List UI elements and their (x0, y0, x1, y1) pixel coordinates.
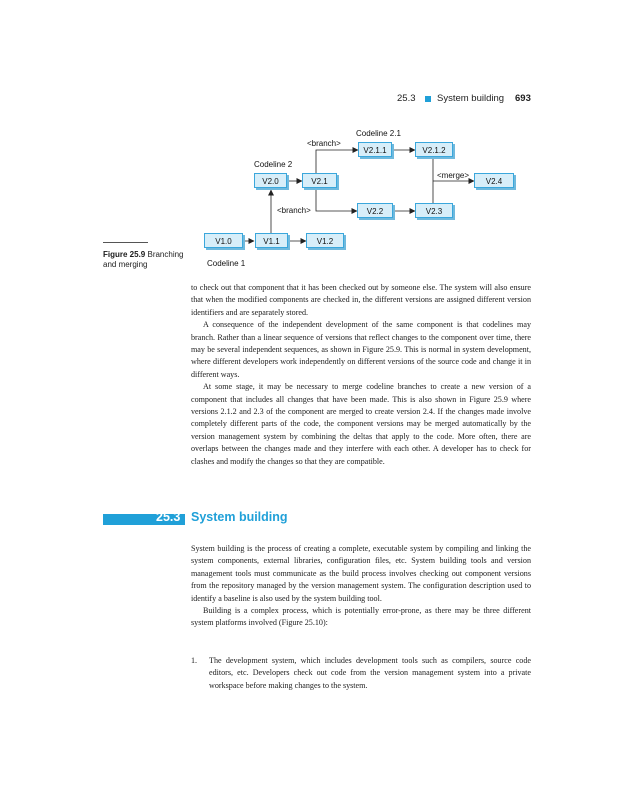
version-box-v1-0: V1.0 (204, 233, 243, 248)
arrow-v2-1-to-v2-2 (316, 189, 357, 211)
version-box-v2-2: V2.2 (357, 203, 393, 218)
caption-number: Figure 25.9 (103, 250, 146, 259)
label-merge: <merge> (437, 171, 470, 180)
header-section-title: System building (437, 93, 505, 104)
caption-rule (103, 242, 148, 243)
paragraph-2: A consequence of the independent development of the same component is that codelines may branch. Rather than a linear sequence of versions that reflect changes to the component over time, there may be several independent sequences, as shown in Figure 25.9. This is normal in system development, where different developers work independently on different versions of the source code and change it in different ways. (191, 320, 531, 379)
list-item-number: 1. (191, 656, 198, 665)
paragraph-3: At some stage, it may be necessary to merge codeline branches to create a new version of a component that includes all changes that have been made. This is also shown in Figure 25.9 where versions 2.1.2 and 2.3 of the component are merged to create version 2.4. If the changes made involve completely different parts of the code, the component versions may be merged automatically by the version management system by combining the deltas that apply to the code. More often, there are overlaps between the changes made and they interfere with each other. A developer has to check for clashes and modify the changes so that they are compatible. (191, 382, 531, 466)
body-text-lower (191, 543, 531, 630)
label-codeline-2: Codeline 2 (254, 160, 293, 169)
paragraph-4: System building is the process of creating a complete, executable system by compiling and linking the system components, external libraries, configuration files, etc. System building tools and version management tools must communicate as the build process involves checking out component versions from the repository managed by the version management system. The configuration description used to identify a baseline is also used by the system building tool. (191, 544, 531, 603)
label-codeline-1: Codeline 1 (207, 259, 246, 268)
version-box-v2-1-1: V2.1.1 (358, 142, 392, 157)
section-number: 25.3 (156, 510, 181, 524)
body-text-upper (191, 282, 531, 468)
caption-text: Branching and merging (103, 250, 184, 269)
arrow-v2-1-to-v2-1-1 (316, 150, 358, 173)
section-title: System building (191, 510, 288, 524)
label-branch-top: <branch> (307, 139, 341, 148)
version-box-v2-4: V2.4 (474, 173, 514, 188)
version-box-v2-3: V2.3 (415, 203, 453, 218)
list-item (191, 655, 531, 692)
paragraph-1: to check out that component that it has been checked out by someone else. The system will also ensure that when the modified components are checked in, the different versions are assigned different version identifiers and are separately stored. (191, 283, 531, 317)
version-box-v2-1: V2.1 (302, 173, 337, 188)
version-box-v2-0: V2.0 (254, 173, 287, 188)
figure-branching-merging (0, 0, 618, 290)
version-box-v1-2: V1.2 (306, 233, 344, 248)
label-codeline-2-1: Codeline 2.1 (356, 129, 401, 138)
figure-caption (103, 250, 198, 270)
numbered-list (191, 655, 531, 692)
version-box-v2-1-2: V2.1.2 (415, 142, 453, 157)
header-section-number: 25.3 (397, 93, 416, 104)
list-item-text: The development system, which includes development tools such as compilers, source code editors, etc. Developers check out code from the version management system into a private workspace before making changes to the system. (209, 656, 531, 690)
version-box-v1-1: V1.1 (255, 233, 288, 248)
page-number: 693 (515, 93, 531, 104)
paragraph-5: Building is a complex process, which is potentially error-prone, as there may be three different system platforms involved (Figure 25.10): (191, 606, 531, 628)
label-branch-lower: <branch> (277, 206, 311, 215)
